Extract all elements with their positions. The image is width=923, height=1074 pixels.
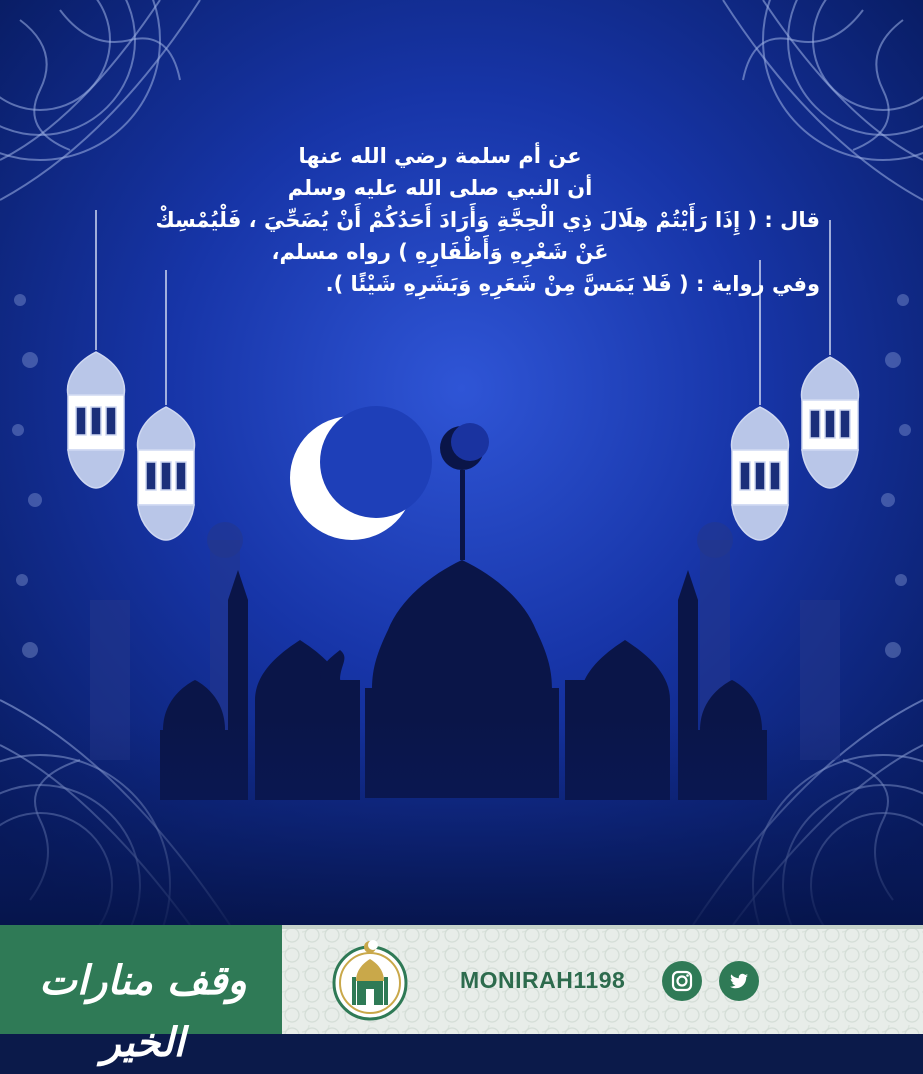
crescent-mosque-logo-icon: [330, 933, 410, 1025]
twitter-icon: [719, 961, 759, 1001]
brand-name: وقف منارات الخير: [39, 957, 247, 1066]
footer-divider: [282, 925, 923, 929]
hadith-line-3: قال : ( إِذَا رَأَيْتُمْ هِلَالَ ذِي الْحِجَّةِ وَأَرَادَ أَحَدُكُمْ أَنْ يُضَحِّيَ ، فَلْيُمْسِكْ: [155, 208, 820, 232]
instagram-button[interactable]: [662, 961, 702, 1001]
hadith-line-4: عَنْ شَعْرِهِ وَأَظْفَارِهِ ) رواه مسلم،: [271, 240, 609, 264]
social-handle[interactable]: MONIRAH1198: [460, 967, 626, 993]
instagram-icon: [662, 961, 702, 1001]
hadith-line-2: أن النبي صلى الله عليه وسلم: [287, 176, 593, 200]
twitter-button[interactable]: [719, 961, 759, 1001]
hadith-line-1: عن أم سلمة رضي الله عنها: [298, 144, 582, 168]
hadith-text: [60, 140, 820, 300]
hadith-line-5: وفي رواية : ( فَلا يَمَسَّ مِنْ شَعَرِهِ وَبَشَرِهِ شَيْئًا ).: [325, 272, 820, 296]
